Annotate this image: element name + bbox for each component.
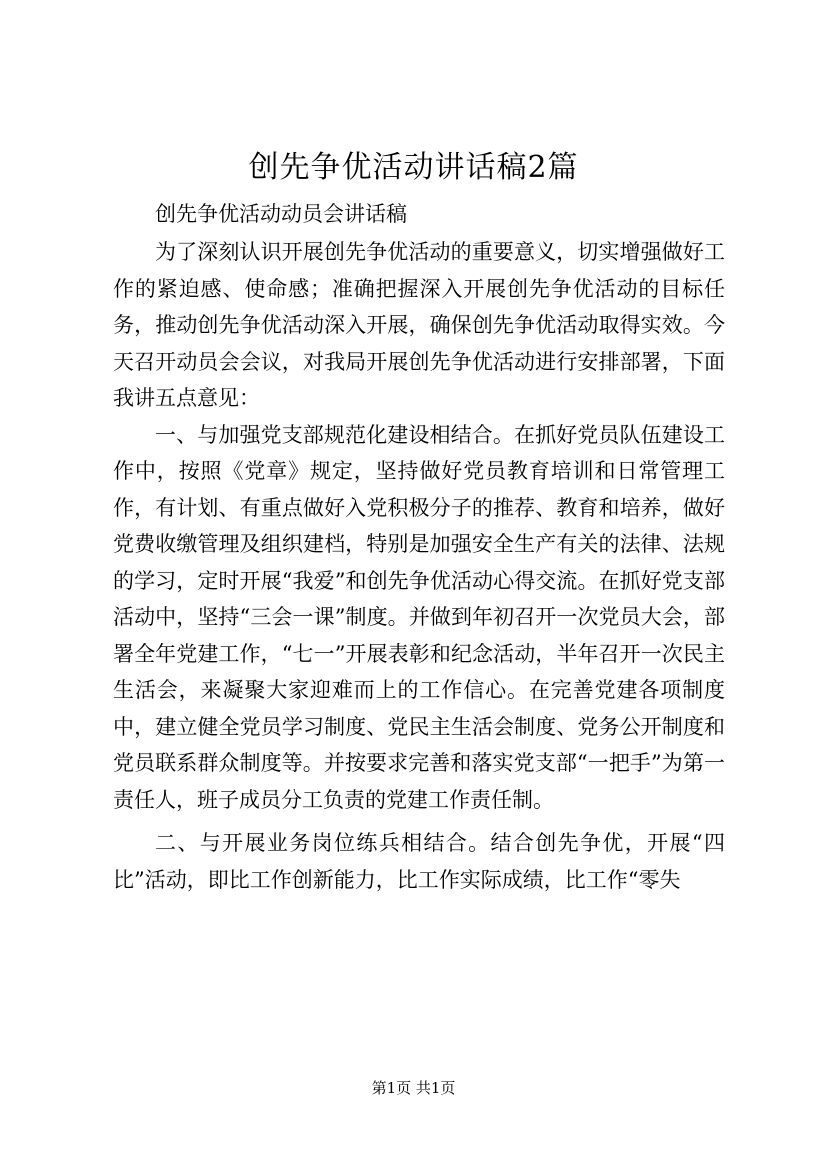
paragraph-intro: 为了深刻认识开展创先争优活动的重要意义，切实增强做好工作的紧迫感、使命感；准确把握深入开展创先争优活动的目标任务，推动创先争优活动深入开展，确保创先争优活动取得实效。今天召开动员会会议，对我局开展创先争优活动进行安排部署，下面我讲五点意见： xyxy=(113,240,725,410)
paragraph-point-two: 二、与开展业务岗位练兵相结合。结合创先争优，开展“四比”活动，即比工作创新能力，比工作实际成绩，比工作“零失 xyxy=(113,831,725,892)
document-body xyxy=(113,196,725,898)
page-number-footer: 第1页 共1页 xyxy=(371,1079,456,1097)
document-subtitle: 创先争优活动动员会讲话稿 xyxy=(155,202,407,226)
document-title: 创先争优活动讲话稿2篇 xyxy=(248,150,579,185)
paragraph-point-one: 一、与加强党支部规范化建设相结合。在抓好党员队伍建设工作中，按照《党章》规定，坚持做好党员教育培训和日常管理工作，有计划、有重点做好入党积极分子的推荐、教育和培养，做好党费收缴管理及组织建档，特别是加强安全生产有关的法律、法规的学习，定时开展“我爱”和创先争优活动心得交流。在抓好党支部活动中，坚持“三会一课”制度。并做到年初召开一次党员大会，部署全年党建工作，“七一”开展表彰和纪念活动，半年召开一次民主生活会，来凝聚大家迎难而上的工作信心。在完善党建各项制度中，建立健全党员学习制度、党民主生活会制度、党务公开制度和党员联系群众制度等。并按要求完善和落实党支部“一把手”为第一责任人，班子成员分工负责的党建工作责任制。 xyxy=(113,422,725,812)
